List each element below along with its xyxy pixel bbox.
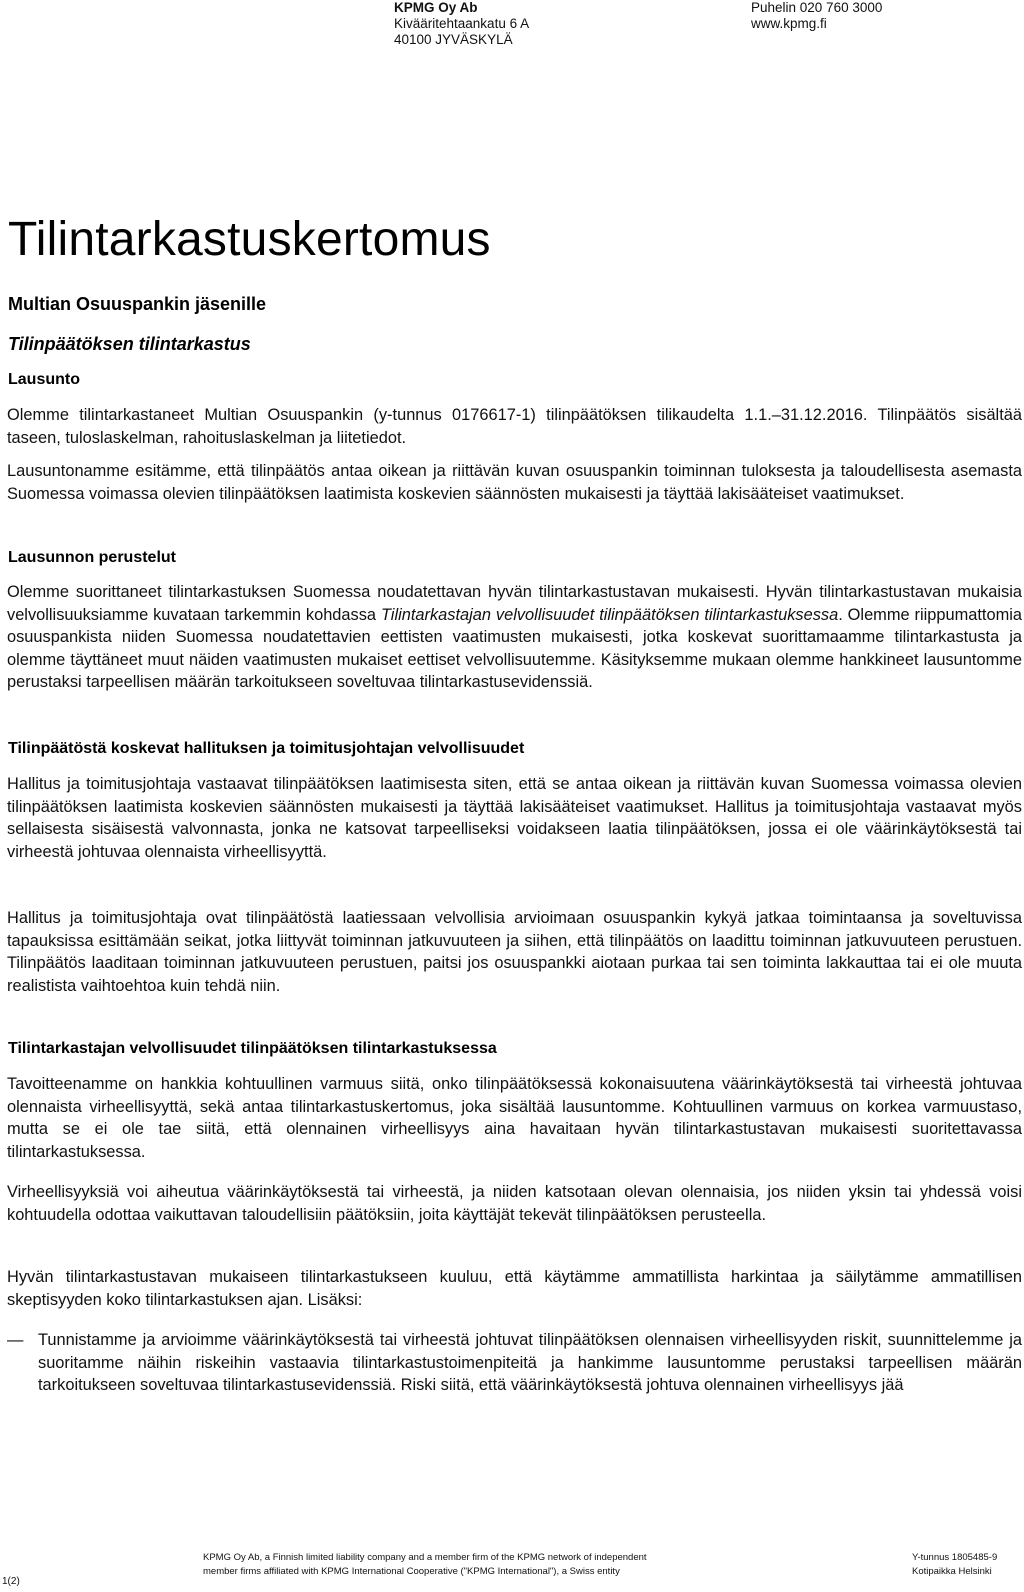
footer-legal [203, 1551, 647, 1579]
paragraph-auditor-1: Tavoitteenamme on hankkia kohtuullinen varmuus siitä, onko tilinpäätöksessä kokonaisuutena väärinkäytöksestä tai virheestä johtuvaa olennaista virheellisyyttä, sekä antaa tilintarkastuskertomus, joka sisältää lausuntomme. Kohtuullinen varmuus on korkea varmuustaso, mutta se ei ole tae siitä, että olennainen virheellisyys aina havaitaan hyvän tilintarkastustavan mukaisesti suoritettavassa tilintarkastuksessa. [7, 1075, 1022, 1161]
paragraph-board-1: Hallitus ja toimitusjohtaja vastaavat tilinpäätöksen laatimisesta siten, että se antaa oikean ja riittävän kuvan Suomessa voimassa olevien tilinpäätöksen laatimista koskevien säännösten mukaisesti ja täyttää lakisääteiset vaatimukset. Hallitus ja toimitusjohtaja vastaavat myös sellaisesta sisäisestä valvonnasta, jonka ne katsovat tarpeelliseksi voidakseen laatia tilinpäätöksen, jossa ei ole väärinkäytöksestä tai virheestä johtuvaa olennaista virheellisyyttä. [7, 775, 1022, 861]
basis-reference: Tilintarkastajan velvollisuudet tilinpäätöksen tilintarkastuksessa [380, 605, 839, 624]
page-number: 1(2) [2, 1576, 20, 1587]
company-address-block [394, 0, 529, 48]
bullet-item [7, 1329, 1022, 1397]
paragraph-opinion-1: Olemme tilintarkastaneet Multian Osuuspankin (y-tunnus 0176617-1) tilinpäätöksen tilikaudelta 1.1.–31.12.2016. Tilinpäätös sisältää taseen, tuloslaskelman, rahoituslaskelman ja liitetiedot. [7, 406, 1022, 447]
paragraph-auditor-3: Hyvän tilintarkastustavan mukaiseen tilintarkastukseen kuuluu, että käytämme ammatillista harkintaa ja säilytämme ammatillisen skeptisyyden koko tilintarkastuksen ajan. Lisäksi: [7, 1268, 1022, 1309]
basis-text-end: . Olemme riippumattomia osuuspankista niiden Suomessa noudatettavien eettisten vaatimusten mukaisesti, jotka koskevat suorittamaamme tilintarkastusta ja olemme täyttäneet muut näiden vaatimusten mukaiset eettiset velvollisuutemme. Käsityksemme mukaan olemme hankkineet lausuntomme perustaksi tarpeellisen määrän tarkoitukseen soveltuvaa tilintarkastusevidenssiä. [7, 605, 1022, 692]
footer-legal-line-2: member firms affiliated with KPMG International Cooperative ("KPMG International"), a Swiss entity [203, 1566, 620, 1577]
footer-legal-line-1: KPMG Oy Ab, a Finnish limited liability company and a member firm of the KPMG network of independent [203, 1552, 647, 1563]
paragraph-opinion-2: Lausuntonamme esitämme, että tilinpäätös antaa oikean ja riittävän kuvan osuuspankin toiminnan tuloksesta ja taloudellisesta asemasta Suomessa voimassa olevien tilinpäätöksen laatimista koskevien säännösten mukaisesti ja täyttää lakisääteiset vaatimukset. [7, 462, 1022, 503]
domicile: Kotipaikka Helsinki [912, 1566, 992, 1577]
footer-registration [912, 1551, 997, 1579]
street-address: Kivääritehtaankatu 6 A [394, 16, 530, 31]
phone-number: Puhelin 020 760 3000 [751, 0, 883, 15]
paragraph-auditor-2: Virheellisyyksiä voi aiheutua väärinkäytöksestä tai virheestä, ja niiden katsotaan olevan olennaisia, jos niiden yksin tai yhdessä voisi kohtuudella odottaa vaikuttavan taloudellisiin päätöksiin, joita käyttäjät tekevät tilinpäätöksen perusteella. [7, 1183, 1022, 1224]
document-title: Tilintarkastuskertomus [8, 213, 491, 266]
contact-block [751, 0, 882, 32]
bullet-dash: — [7, 1331, 24, 1349]
city-address: 40100 JYVÄSKYLÄ [394, 32, 513, 47]
recipient-heading: Multian Osuuspankin jäsenille [8, 294, 267, 314]
heading-opinion: Lausunto [8, 371, 80, 388]
section-heading-audit: Tilinpäätöksen tilintarkastus [8, 334, 251, 354]
bullet-text: Tunnistamme ja arvioimme väärinkäytöksestä tai virheestä johtuvat tilinpäätöksen olennaisen virheellisyyden riskit, suunnittelemme ja suoritamme näihin riskeihin vastaavia tilintarkastustoimenpiteitä ja hankimme lausuntomme perustaksi tarpeellisen määrän tarkoitukseen soveltuvaa tilintarkastusevidenssiä. Riski siitä, että väärinkäytöksestä johtuva olennainen virheellisyys jää [38, 1331, 1022, 1395]
basis-text-start: Olemme suorittaneet tilintarkastuksen Suomessa noudatettavan hyvän tilintarkastustavan mukaisesti. Hyvän tilintarkastustavan mukaisia velvollisuuksiamme kuvataan tarkemmin kohdassa [7, 583, 1022, 624]
website: www.kpmg.fi [751, 16, 827, 31]
company-name: KPMG Oy Ab [394, 0, 478, 15]
paragraph-basis [7, 581, 1022, 694]
heading-basis: Lausunnon perustelut [8, 549, 176, 566]
heading-auditor-responsibilities: Tilintarkastajan velvollisuudet tilinpäätöksen tilintarkastuksessa [8, 1040, 497, 1057]
heading-board-responsibilities: Tilinpäätöstä koskevat hallituksen ja toimitusjohtajan velvollisuudet [8, 740, 525, 757]
paragraph-board-2: Hallitus ja toimitusjohtaja ovat tilinpäätöstä laatiessaan velvollisia arvioimaan osuuspankin kykyä jatkaa toimintaansa ja soveltuvissa tapauksissa esittämään seikat, jotka liittyvät toiminnan jatkuvuuteen ja siihen, että tilinpäätös on laadittu toiminnan jatkuvuuteen perustuen. Tilinpäätös laaditaan toiminnan jatkuvuuteen perustuen, paitsi jos osuuspankki aiotaan purkaa tai sen toiminta lakkauttaa tai ei ole muuta realistista vaihtoehtoa kuin tehdä niin. [7, 909, 1022, 995]
business-id: Y-tunnus 1805485-9 [912, 1552, 998, 1563]
